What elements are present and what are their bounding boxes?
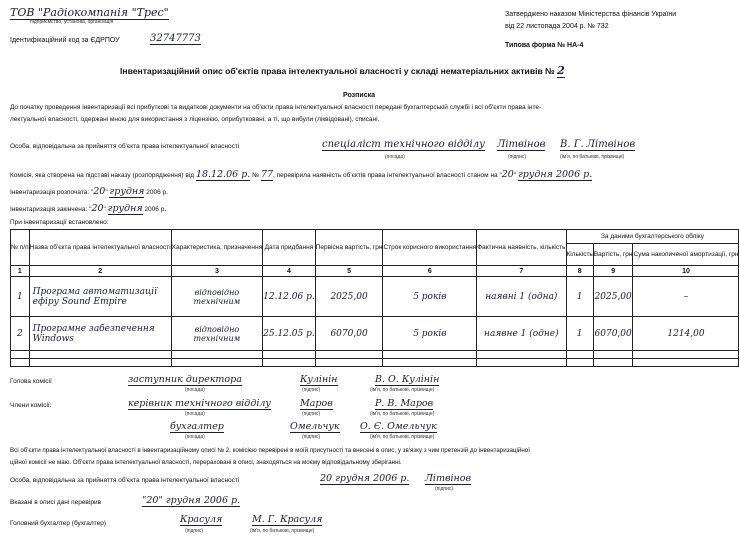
header-num: № п/п bbox=[11, 230, 30, 266]
caption-signature: (підпис) bbox=[302, 434, 321, 440]
header-amort: Сума накопиченої амортизації, грн bbox=[633, 244, 739, 266]
header-value: Вартість, грн bbox=[593, 244, 633, 266]
table-row-empty bbox=[11, 351, 739, 359]
caption-name: (ім'я, по батькові, прізвище) bbox=[370, 411, 435, 417]
receipt-text-line2: лектуальної власності, одержані мною для використання з ліцензією, оприбутковані, а ті, що вибули (ліквідовані), списані. bbox=[10, 116, 380, 123]
column-number: 10 bbox=[633, 266, 739, 277]
cell-qty: 1 bbox=[566, 277, 593, 317]
responsible-label: Особа, відповідальна за прийняття об'єкта права інтелектуальної власності bbox=[10, 143, 240, 150]
final-text-line2: ційної комісії не маю. Об'єкти права інтелектуальної власності, перераховані в описі, знаходяться на моєму відповідальному зберіганні. bbox=[10, 459, 402, 466]
cell-actual: наявне 1 (одне) bbox=[477, 317, 566, 351]
member1-name: Р. В. Маров bbox=[375, 398, 434, 409]
inventory-start: Інвентаризація розпочата: "20" грудня 2006 р. bbox=[10, 186, 168, 197]
member2-position: бухгалтер bbox=[170, 421, 224, 432]
caption-name: (ім'я, по батькові, прізвище) bbox=[250, 528, 315, 534]
cell-actual: наявні 1 (одна) bbox=[477, 277, 566, 317]
cell-term: 5 років bbox=[383, 277, 477, 317]
caption-position: (посада) bbox=[185, 411, 205, 417]
document-title: Інвентаризаційний опис об'єктів права інтелектуальної власності у складі нематеріальних активів № 2 bbox=[120, 64, 565, 77]
header-date: Дата придбання bbox=[263, 230, 316, 266]
table-row bbox=[11, 277, 739, 317]
caption-position: (посада) bbox=[185, 434, 205, 440]
accountant-signature: Красуля bbox=[180, 514, 223, 525]
cell-term: 5 років bbox=[383, 317, 477, 351]
header-term: Строк корисного використання bbox=[383, 230, 477, 266]
table-row bbox=[11, 317, 739, 351]
checked-date: "20" грудня 2006 р. bbox=[142, 495, 241, 506]
accountant-name: М. Г. Красуля bbox=[252, 514, 323, 525]
receipt-heading: Розписка bbox=[343, 92, 375, 99]
responsible-position: спеціаліст технічного відділу bbox=[322, 139, 485, 150]
header-name: Назва об'єкта права інтелектуальної власності bbox=[29, 230, 171, 266]
caption-signature: (підпис) bbox=[302, 387, 321, 393]
approved-line1: Затверджено наказом Міністерства фінансів України bbox=[505, 11, 677, 18]
cell-qty: 1 bbox=[566, 317, 593, 351]
responsible-name: В. Г. Літвінов bbox=[560, 139, 636, 150]
column-number: 5 bbox=[315, 266, 383, 277]
cell-purpose: відповідно технічним bbox=[171, 277, 262, 317]
header-purpose: Характеристика, призначення bbox=[171, 230, 262, 266]
column-number: 7 bbox=[477, 266, 566, 277]
column-number: 6 bbox=[383, 266, 477, 277]
member2-name: О. Є. Омельчук bbox=[360, 421, 437, 432]
final-responsible-date: 20 грудня 2006 р. bbox=[320, 473, 410, 484]
established-label: При інвентаризації встановлено: bbox=[10, 219, 109, 226]
cell-amort: 1214,00 bbox=[633, 317, 739, 351]
final-text-line1: Всі об'єкти права інтелектуальної власності в інвентаризаційному описі № 2, комісією перевірені в моїй присутності та внесені в опис, у зв'язку з чим претензій до інвентаризаційної bbox=[10, 447, 530, 454]
header-cost: Первісна вартість, грн bbox=[315, 230, 383, 266]
commission-head-name: В. О. Кулінін bbox=[375, 374, 440, 385]
cell-date: 12.12.06 р. bbox=[263, 277, 316, 317]
cell-name: Програма автоматизації ефіру Sound Empire bbox=[29, 277, 171, 317]
cell-amort: – bbox=[633, 277, 739, 317]
caption-signature: (підпис) bbox=[185, 528, 204, 534]
column-number: 1 bbox=[11, 266, 30, 277]
inventory-end: Інвентаризація закінчена: "20" грудня 2006 р. bbox=[10, 203, 167, 214]
cell-value: 6070,00 bbox=[593, 317, 633, 351]
responsible-cap-signature: (підпис) bbox=[508, 154, 527, 160]
header-actual: Фактична наявність, кількість bbox=[477, 230, 566, 266]
final-responsible-signature: Літвінов bbox=[425, 473, 472, 484]
responsible-cap-name: (ім'я, по батькові, прізвище) bbox=[560, 154, 625, 160]
header-qty: Кількість bbox=[566, 244, 593, 266]
organization-caption: підприємство, установа, організація bbox=[30, 19, 114, 25]
cell-date: 25.12.05 р. bbox=[263, 317, 316, 351]
column-number: 4 bbox=[263, 266, 316, 277]
caption-name: (ім'я, по батькові, прізвище) bbox=[370, 387, 435, 393]
column-number: 2 bbox=[29, 266, 171, 277]
member1-signature: Маров bbox=[300, 398, 333, 409]
final-responsible-label: Особа, відповідальна за прийняття об'єкта права інтелектуальної власності bbox=[10, 477, 240, 484]
cell-num: 1 bbox=[11, 277, 30, 317]
column-number: 9 bbox=[593, 266, 633, 277]
accountant-label: Головний бухгалтер (бухгалтер) bbox=[10, 520, 106, 527]
approved-line2: від 22 листопада 2004 р. № 732 bbox=[505, 23, 609, 30]
checked-label: Вказані в описі дані перевірив bbox=[10, 499, 102, 506]
column-number: 8 bbox=[566, 266, 593, 277]
form-name: Типова форма № НА-4 bbox=[505, 42, 584, 49]
caption-name: (ім'я, по батькові, прізвище) bbox=[370, 434, 435, 440]
responsible-signature: Літвінов bbox=[497, 139, 546, 150]
cell-name: Програмне забезпечення Windows bbox=[29, 317, 171, 351]
edrpou-value: 32747773 bbox=[150, 33, 201, 44]
commission-line: Комісія, яка створена на підставі наказу (розпорядження) від 18.12.06 р. № 77, перевірила наявність об'єктів права інтелектуальної власності станом на "20" грудня 2006 р. bbox=[10, 169, 593, 180]
commission-head-signature: Кулінін bbox=[300, 374, 338, 385]
caption-signature: (підпис) bbox=[302, 411, 321, 417]
caption-signature: (підпис) bbox=[435, 486, 454, 492]
cell-cost: 6070,00 bbox=[315, 317, 383, 351]
cell-cost: 2025,00 bbox=[315, 277, 383, 317]
caption-position: (посада) bbox=[185, 387, 205, 393]
cell-num: 2 bbox=[11, 317, 30, 351]
organization-name: ТОВ "Радіокомпанія "Трес" bbox=[10, 6, 169, 19]
commission-head-label: Голова комісії bbox=[10, 378, 52, 385]
member2-signature: Омельчук bbox=[290, 421, 340, 432]
column-number: 3 bbox=[171, 266, 262, 277]
responsible-cap-position: (посада) bbox=[385, 154, 405, 160]
header-accounting: За даними бухгалтерського обліку bbox=[566, 230, 739, 244]
commission-head-position: заступник директора bbox=[128, 374, 242, 385]
inventory-table bbox=[10, 229, 739, 367]
edrpou-label: Ідентифікаційний код за ЄДРПОУ bbox=[10, 37, 120, 44]
receipt-text-line1: До початку проведення інвентаризації всі прибуткові та видаткові документи на об'єкти права інтелектуальної власності передані бухгалтерській службі і всі об'єкти права інте- bbox=[10, 104, 542, 111]
member1-position: керівник технічного відділу bbox=[128, 398, 271, 409]
table-row-empty bbox=[11, 359, 739, 367]
commission-members-label: Члени комісії: bbox=[10, 402, 52, 409]
cell-value: 2025,00 bbox=[593, 277, 633, 317]
cell-purpose: відповідно технічним bbox=[171, 317, 262, 351]
